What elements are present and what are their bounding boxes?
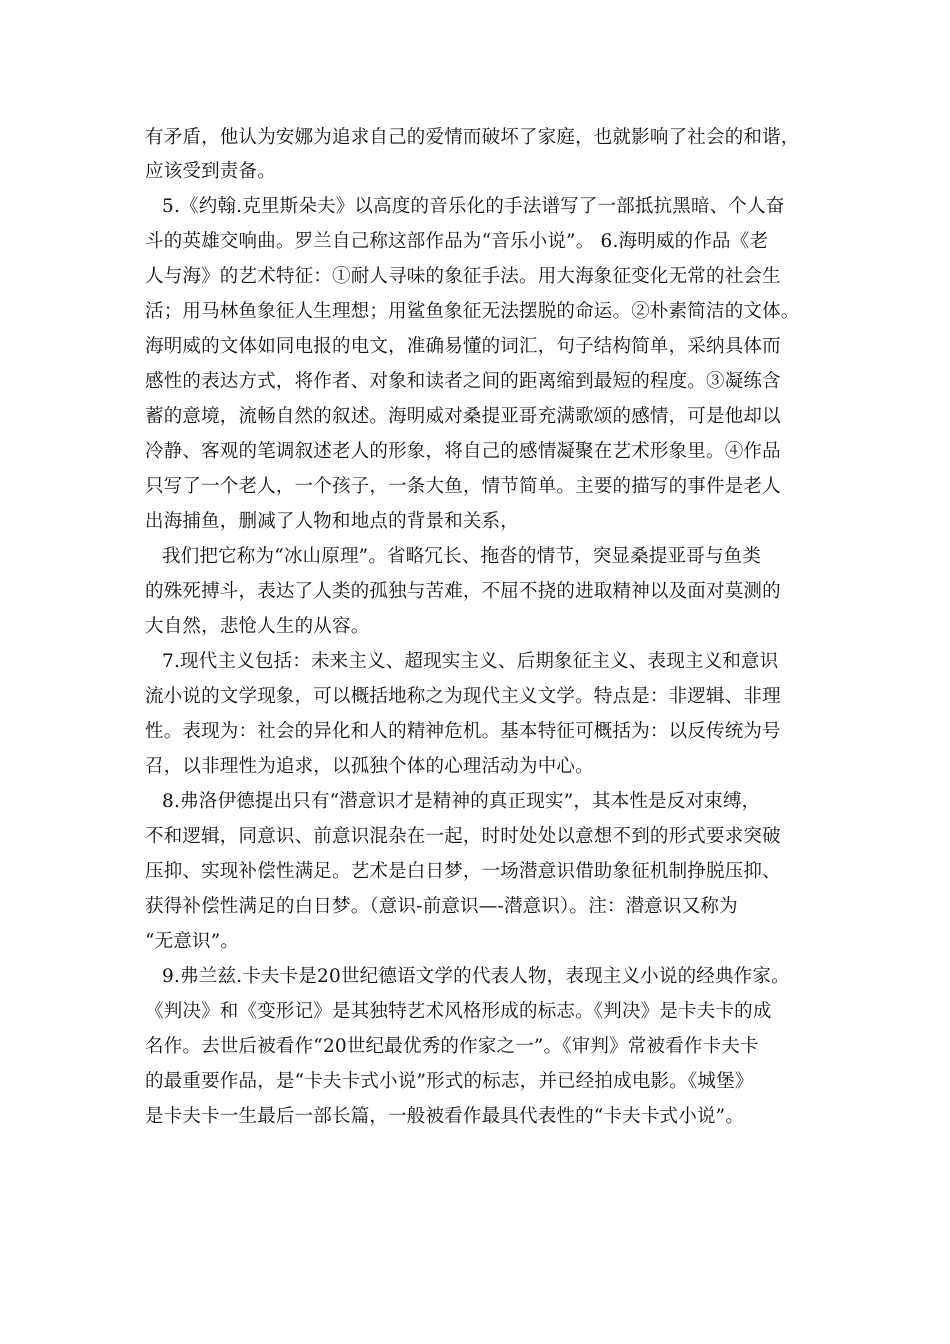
text-line: 斗的英雄交响曲。罗兰自己称这部作品为“音乐小说”。 6.海明威的作品《老 <box>145 231 769 252</box>
text-line: 8.弗洛伊德提出只有“潜意识才是精神的真正现实”，其本性是反对束缚， <box>162 791 761 812</box>
text-line: 流小说的文学现象，可以概括地称之为现代主义文学。特点是：非逻辑、非理 <box>145 686 781 707</box>
text-line: 有矛盾，他认为安娜为追求自己的爱情而破坏了家庭，也就影响了社会的和谐， <box>145 127 800 148</box>
text-line: 蓄的意境，流畅自然的叙述。海明威对桑提亚哥充满歌颂的感情，可是他却以 <box>145 406 781 427</box>
text-line: 不和逻辑，同意识、前意识混杂在一起，时时处处以意想不到的形式要求突破 <box>145 826 781 847</box>
text-line: 感性的表达方式，将作者、对象和读者之间的距离缩到最短的程度。③凝练含 <box>145 371 781 392</box>
text-line: “无意识”。 <box>145 931 240 952</box>
text-line: 人与海》的艺术特征：①耐人寻味的象征手法。用大海象征变化无常的社会生 <box>145 266 781 287</box>
text-line: 是卡夫卡一生最后一部长篇，一般被看作最具代表性的“卡夫卡式小说”。 <box>145 1106 745 1127</box>
text-line: 召，以非理性为追求，以孤独个体的心理活动为中心。 <box>145 756 594 777</box>
text-line: 的最重要作品，是“卡夫卡式小说”形式的标志，并已经拍成电影。《城堡》 <box>145 1071 754 1092</box>
text-line: 7.现代主义包括：未来主义、超现实主义、后期象征主义、表现主义和意识 <box>162 651 779 672</box>
text-line: 的殊死搏斗，表达了人类的孤独与苦难，不屈不挠的进取精神以及面对莫测的 <box>145 581 781 602</box>
text-line: 海明威的文体如同电报的电文，准确易懂的词汇，句子结构简单，采纳具体而 <box>145 336 781 357</box>
text-line: 应该受到责备。 <box>145 161 276 182</box>
text-line: 《判决》和《变形记》是其独特艺术风格形成的标志。《判决》是卡夫卡的成 <box>145 1001 772 1022</box>
text-line: 5.《约翰.克里斯朵夫》以高度的音乐化的手法谱写了一部抵抗黑暗、个人奋 <box>162 196 785 217</box>
text-line: 出海捕鱼，删减了人物和地点的背景和关系， <box>145 511 520 532</box>
text-line: 大自然，悲怆人生的从容。 <box>145 616 370 637</box>
text-line: 活；用马林鱼象征人生理想；用鲨鱼象征无法摆脱的命运。②朴素简洁的文体。 <box>145 301 800 322</box>
text-line: 名作。去世后被看作“20世纪最优秀的作家之一”。《审判》常被看作卡夫卡 <box>145 1036 759 1057</box>
text-line: 压抑、实现补偿性满足。艺术是白日梦，一场潜意识借助象征机制挣脱压抑、 <box>145 861 781 882</box>
text-line: 冷静、客观的笔调叙述老人的形象，将自己的感情凝聚在艺术形象里。④作品 <box>145 441 781 462</box>
text-line: 性。表现为：社会的异化和人的精神危机。基本特征可概括为：以反传统为号 <box>145 721 781 742</box>
text-line: 9.弗兰兹.卡夫卡是20世纪德语文学的代表人物，表现主义小说的经典作家。 <box>162 966 790 987</box>
text-line: 只写了一个老人，一个孩子，一条大鱼，情节简单。主要的描写的事件是老人 <box>145 476 781 497</box>
text-line: 获得补偿性满足的白日梦。（意识-前意识—-潜意识）。注：潜意识又称为 <box>145 896 738 917</box>
text-line: 我们把它称为“冰山原理”。省略冗长、拖沓的情节，突显桑提亚哥与鱼类 <box>162 546 762 567</box>
